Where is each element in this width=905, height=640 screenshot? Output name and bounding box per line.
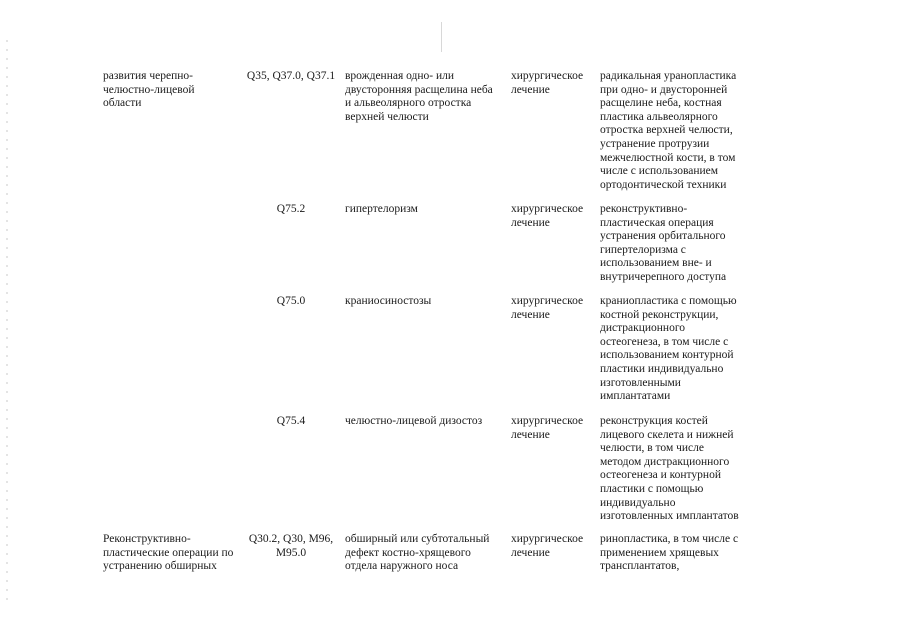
code-cell: Q75.0 <box>276 295 306 307</box>
group-cell: развития черепно- челюстно-лицевой области <box>103 70 195 110</box>
diagnosis-cell: обширный или субтотальный дефект костно-хрящевого отдела наружного носа <box>345 533 490 573</box>
method-cell: радикальная уранопластика при одно- и двусторонней расщелине неба, костная пластика альвеолярного отростка верхней челюсти, устранение протрузии межчелюстной кости, в том числе с использованием ортодонтической техники <box>600 70 737 191</box>
treatment-cell: хирургическое лечение <box>511 70 584 96</box>
group-cell: Реконструктивно- пластические операции по устранению обширных <box>103 533 234 573</box>
diagnosis-cell: краниосиностозы <box>345 295 432 307</box>
code-cell: Q35, Q37.0, Q37.1 <box>246 70 336 82</box>
treatment-cell: хирургическое лечение <box>511 203 584 229</box>
code-cell: Q75.2 <box>276 203 306 215</box>
treatment-cell: хирургическое лечение <box>511 295 584 321</box>
diagnosis-cell: врожденная одно- или двусторонняя расщелина неба и альвеолярного отростка верхней челюсти <box>345 70 493 123</box>
scan-fold-mark <box>441 22 442 52</box>
diagnosis-cell: челюстно-лицевой дизостоз <box>345 415 483 427</box>
method-cell: краниопластика с помощью костной реконструкции, дистракционного остеогенеза, в том числе с использованием контурной пластики индивидуально изготовленными имплантатами <box>600 295 737 403</box>
method-cell: ринопластика, в том числе с применением хрящевых трансплантатов, <box>600 533 739 573</box>
method-cell: реконструктивно- пластическая операция устранения орбитального гипертелоризма с использованием вне- и внутричерепного доступа <box>600 203 727 283</box>
scan-edge-marks <box>6 40 8 600</box>
code-cell: Q75.4 <box>276 415 306 427</box>
treatment-cell: хирургическое лечение <box>511 533 584 559</box>
method-cell: реконструкция костей лицевого скелета и нижней челюсти, в том числе методом дистракционного остеогенеза и контурной пластики с помощью индивидуально изготовленных имплантатов <box>600 415 739 523</box>
diagnosis-cell: гипертелоризм <box>345 203 418 215</box>
code-cell: Q30.2, Q30, M96, M95.0 <box>248 533 334 559</box>
treatment-cell: хирургическое лечение <box>511 415 584 441</box>
